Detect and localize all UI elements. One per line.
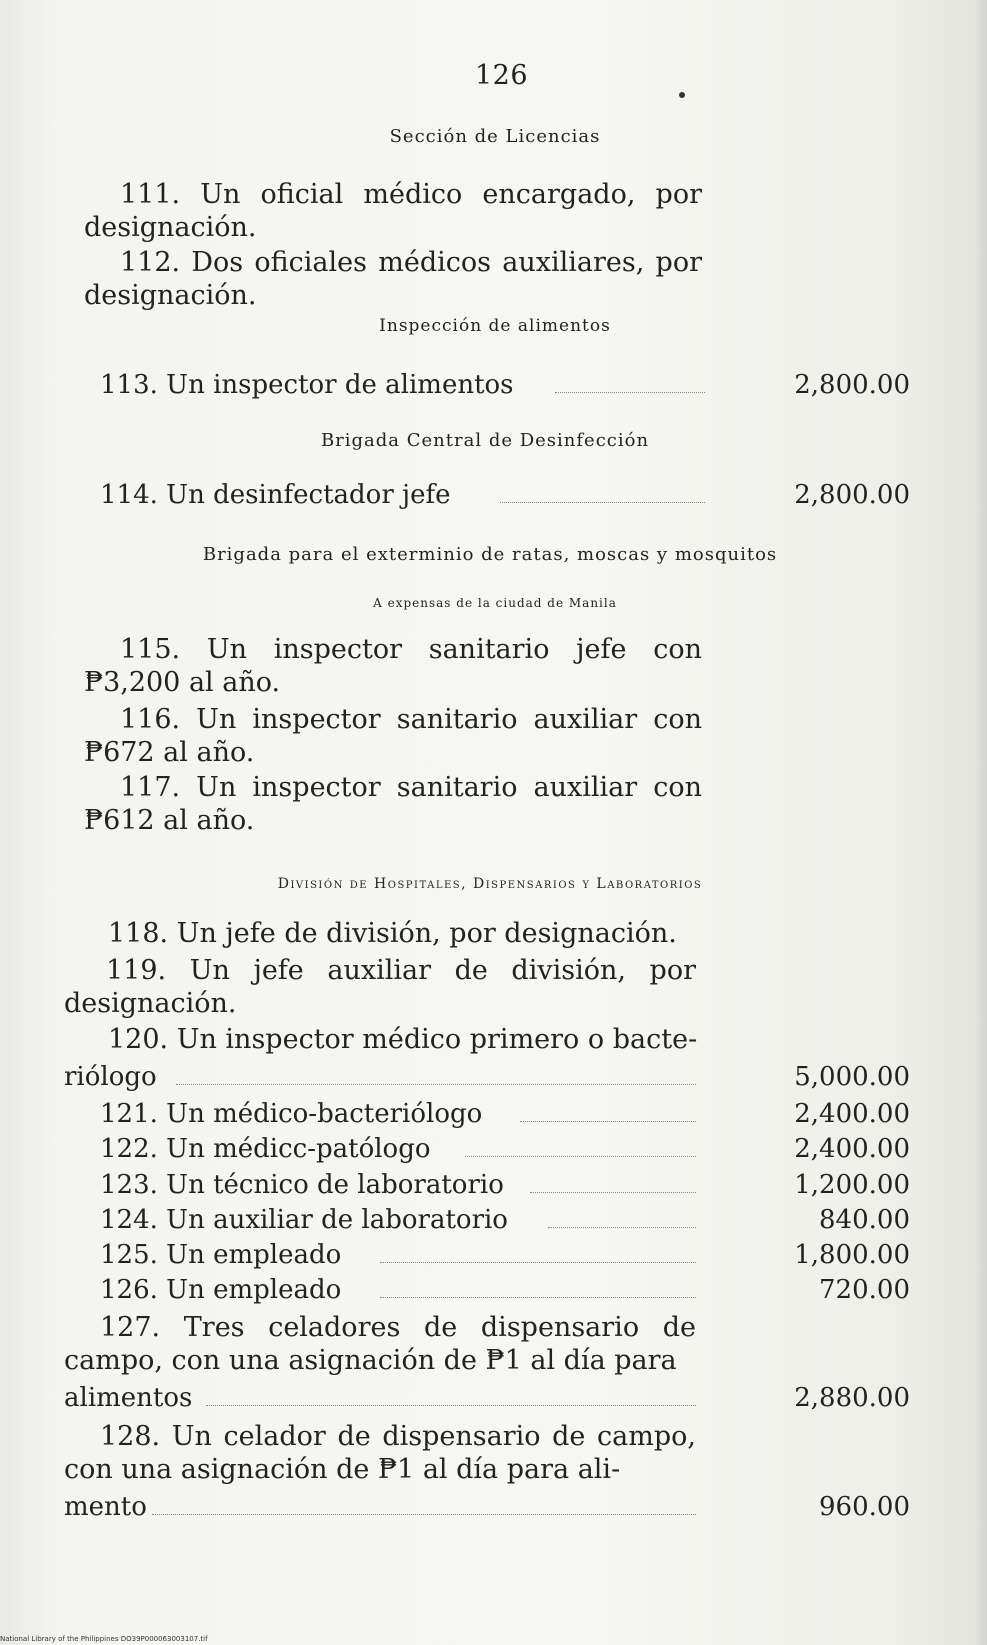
item-113-label: 113. Un inspector de alimentos	[100, 370, 514, 400]
leader-dots	[206, 1405, 696, 1406]
item-113	[100, 370, 910, 404]
heading-division-hospitales: División de Hospitales, Dispensarios y Laboratorios	[277, 876, 703, 892]
heading-brigada-exterminio: Brigada para el exterminio de ratas, moscas y mosquitos	[202, 544, 778, 565]
item-116: 116. Un inspector sanitario auxiliar con ₱672 al año.	[84, 704, 702, 768]
item-114	[100, 480, 910, 514]
leader-dots	[380, 1297, 696, 1298]
item-124	[100, 1205, 910, 1239]
leader-dots	[465, 1156, 696, 1157]
item-125	[100, 1240, 910, 1274]
subheading-expensas-manila: A expensas de la ciudad de Manila	[373, 596, 617, 610]
item-124-amount: 840.00	[819, 1205, 910, 1235]
item-125-amount: 1,800.00	[794, 1240, 910, 1270]
item-123-label: 123. Un técnico de laboratorio	[100, 1170, 504, 1200]
item-126	[100, 1275, 910, 1309]
leader-dots	[530, 1192, 696, 1193]
ink-spot	[679, 92, 685, 98]
item-114-label: 114. Un desinfectador jefe	[100, 480, 451, 510]
item-118: 118. Un jefe de división, por designación.	[108, 918, 677, 949]
leader-dots	[520, 1121, 696, 1122]
leader-dots	[548, 1227, 696, 1228]
item-113-amount: 2,800.00	[794, 370, 910, 400]
leader-dots	[555, 392, 705, 393]
item-122	[100, 1134, 910, 1168]
item-125-label: 125. Un empleado	[100, 1240, 342, 1270]
item-127	[64, 1383, 910, 1417]
item-111: 111. Un oficial médico encargado, por designación.	[84, 179, 702, 243]
item-121	[100, 1099, 910, 1133]
heading-inspeccion-alimentos: Inspección de alimentos	[379, 316, 611, 336]
leader-dots	[500, 502, 705, 503]
item-127-label: alimentos	[64, 1383, 193, 1413]
leader-dots	[152, 1514, 696, 1515]
item-120-line1: 120. Un inspector médico primero o bacte-	[108, 1024, 698, 1055]
item-128-label: mento	[64, 1492, 147, 1522]
item-128-amount: 960.00	[819, 1492, 910, 1522]
item-126-label: 126. Un empleado	[100, 1275, 342, 1305]
item-121-amount: 2,400.00	[794, 1099, 910, 1129]
item-121-label: 121. Un médico-bacteriólogo	[100, 1099, 483, 1129]
item-120-label: riólogo	[64, 1062, 157, 1092]
item-120-amount: 5,000.00	[794, 1062, 910, 1092]
item-112: 112. Dos oficiales médicos auxiliares, por designación.	[84, 247, 702, 311]
item-114-amount: 2,800.00	[794, 480, 910, 510]
item-127-amount: 2,880.00	[794, 1383, 910, 1413]
item-123	[100, 1170, 910, 1204]
leader-dots	[380, 1262, 696, 1263]
heading-brigada-central: Brigada Central de Desinfección	[320, 430, 650, 451]
item-122-amount: 2,400.00	[794, 1134, 910, 1164]
item-117: 117. Un inspector sanitario auxiliar con ₱612 al año.	[84, 772, 702, 836]
page-number: 126	[475, 60, 529, 91]
item-120	[64, 1062, 910, 1096]
item-126-amount: 720.00	[819, 1275, 910, 1305]
scan-footer: National Library of the Philippines DO39P000063003107.tif	[0, 1635, 208, 1643]
item-119: 119. Un jefe auxiliar de división, por designación.	[64, 955, 696, 1019]
item-128-text: 128. Un celador de dispensario de campo, con una asignación de ₱1 al día para ali-	[64, 1421, 696, 1485]
heading-seccion-licencias: Sección de Licencias	[389, 126, 601, 147]
item-123-amount: 1,200.00	[794, 1170, 910, 1200]
page-edge-shadow	[975, 0, 987, 1645]
item-122-label: 122. Un médicc-patólogo	[100, 1134, 431, 1164]
item-124-label: 124. Un auxiliar de laboratorio	[100, 1205, 508, 1235]
item-128	[64, 1492, 910, 1526]
leader-dots	[176, 1084, 696, 1085]
item-115: 115. Un inspector sanitario jefe con ₱3,200 al año.	[84, 634, 702, 698]
item-127-text: 127. Tres celadores de dispensario de campo, con una asignación de ₱1 al día para	[64, 1312, 696, 1376]
